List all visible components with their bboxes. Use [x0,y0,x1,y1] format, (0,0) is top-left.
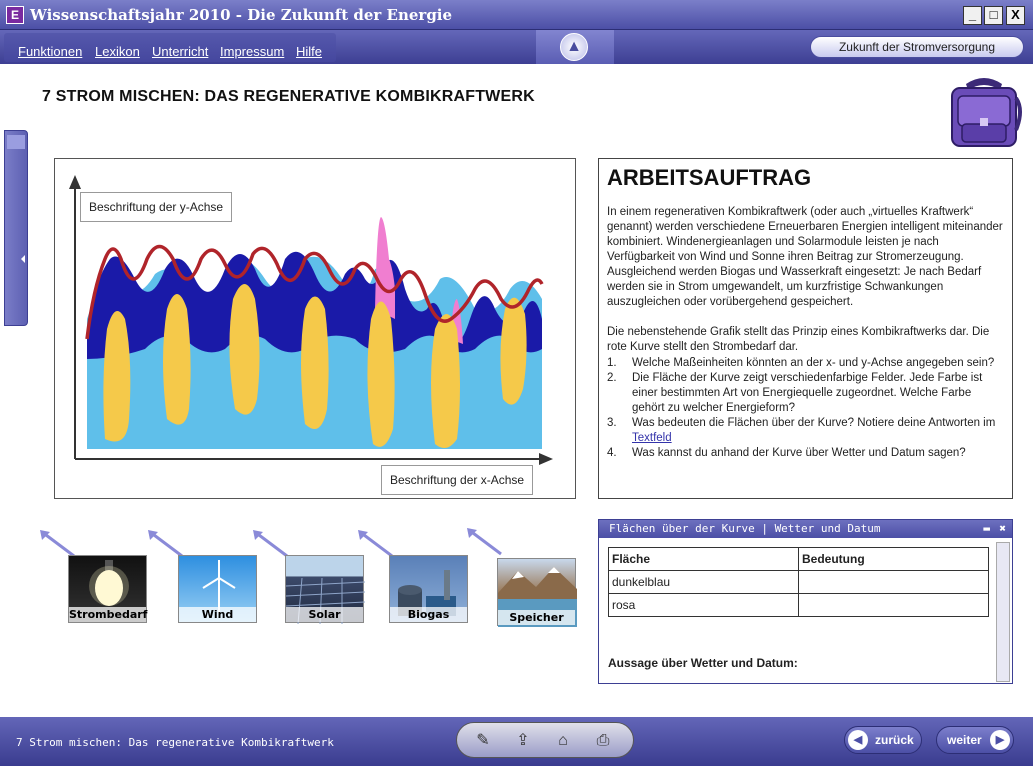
task-panel [598,158,1013,499]
thumb-label-speicher: Speicher [498,610,575,625]
menu-hilfe[interactable]: Hilfe [296,44,323,59]
back-button[interactable] [844,726,922,754]
cell-input-rosa[interactable] [799,594,989,617]
question-4: 4. Was kannst du anhand der Kurve über Wetter und Datum sagen? [607,447,966,459]
minimize-icon[interactable]: ▬ [983,522,990,535]
notes-scrollbar[interactable] [996,542,1010,682]
y-axis-arrow [69,175,81,189]
textfeld-link[interactable]: Textfeld [632,432,672,444]
yellow-blob-7 [500,298,526,405]
task-questions [607,356,1004,461]
menu-unterricht[interactable]: Unterricht [152,44,209,59]
window-title: Wissenschaftsjahr 2010 - Die Zukunft der Energie [30,6,453,24]
question-2: 2. Die Fläche der Kurve zeigt verschiedenfarbige Felder. Jede Farbe ist einer bestimmten Art von Energiequelle zugeordnet. Welche Farbe gehört zu welcher Energieform? [607,372,983,414]
yellow-blob-6 [431,314,460,448]
arrow-icon-solar[interactable] [251,528,291,558]
chevron-left-icon: ◀ [848,730,868,750]
forward-label: weiter [947,733,982,747]
minimize-button[interactable]: _ [963,6,982,25]
x-axis-label[interactable]: Beschriftung der x-Achse [381,465,533,495]
yellow-blob-5 [367,302,394,447]
up-button[interactable] [536,30,614,64]
thumb-strombedarf[interactable] [68,555,147,623]
back-label: zurück [875,733,914,747]
cell-input-dunkelblau[interactable] [799,571,989,594]
backpack-icon[interactable] [944,74,1024,150]
thumb-solar[interactable] [285,555,364,623]
table-row [609,571,989,594]
thumb-label-solar: Solar [286,607,363,622]
weather-date-label: Aussage über Wetter und Datum: [608,656,798,670]
arrow-up-icon: ▲ [560,33,588,61]
arrow-icon-speicher[interactable] [465,526,505,556]
chevron-left-icon [5,131,27,327]
y-axis-label[interactable]: Beschriftung der y-Achse [80,192,232,222]
arrow-icon-strombedarf[interactable] [38,528,78,558]
app-icon: E [6,6,24,24]
arrow-icon-wind[interactable] [146,528,186,558]
side-panel-toggle[interactable] [4,130,28,326]
toolbar-group [456,722,634,758]
page-title: 7 STROM MISCHEN: DAS REGENERATIVE KOMBIKRAFTWERK [42,88,535,105]
col-flaeche: Fläche [609,548,799,571]
notes-table [608,547,989,617]
notes-title: Flächen über der Kurve | Wetter und Datum [609,522,881,535]
status-page-title: 7 Strom mischen: Das regenerative Kombikraftwerk [16,736,334,749]
yellow-blob-3 [229,284,259,415]
task-heading: ARBEITSAUFTRAG [607,165,812,190]
title-bar [0,0,1033,30]
arrow-icon-biogas[interactable] [356,528,396,558]
thumb-label-biogas: Biogas [390,607,467,622]
thumb-wind[interactable] [178,555,257,623]
menu-funktionen[interactable]: Funktionen [18,44,83,59]
cell-dunkelblau: dunkelblau [609,571,799,594]
close-button[interactable]: X [1006,6,1025,25]
camera-home-icon[interactable]: ⌂ [558,732,568,749]
notes-panel [598,519,1013,684]
thumb-label-strombedarf: Strombedarf [69,608,148,621]
yellow-blob-4 [301,297,329,430]
upload-icon[interactable]: ⇪ [516,732,530,749]
thumb-speicher[interactable] [497,558,576,626]
yellow-blob-2 [163,294,191,425]
thumb-label-wind: Wind [179,607,256,622]
chevron-right-icon: ▶ [990,730,1010,750]
question-3: 3. Was bedeuten die Flächen über der Kurve? Notiere deine Antworten im Textfeld [607,417,996,444]
table-row [609,594,989,617]
camera-export-icon[interactable]: ⎙ [596,732,610,749]
close-icon[interactable]: ✖ [999,522,1006,535]
yellow-blob-1 [103,311,130,442]
col-bedeutung: Bedeutung [799,548,989,571]
task-chart-note: Die nebenstehende Grafik stellt das Prinzip eines Kombikraftwerks dar. Die rote Kurve stellt den Strombedarf dar. [607,326,990,353]
topic-button[interactable]: Zukunft der Stromversorgung [810,36,1024,58]
cell-rosa: rosa [609,594,799,617]
pen-icon[interactable]: ✎ [476,732,490,749]
x-axis-arrow [539,453,553,465]
notes-header [599,520,1012,538]
question-1: 1. Welche Maßeinheiten könnten an der x- und y-Achse angegeben sein? [607,357,995,369]
table-header-row [609,548,989,571]
maximize-button[interactable]: □ [984,6,1003,25]
task-intro: In einem regenerativen Kombikraftwerk (oder auch „virtuelles Kraftwerk“ genannt) werden verschiedene Erneuerbaren Energien intelligent miteinander kombiniert. Windenergieanlagen und Solarmodule leisten je nach Verfügbarkeit von Wind und Sonne ihren Beitrag zur Stromerzeugung. Ausgleichend werden Biogas und Wasserkraft eingesetzt: Je nach Bedarf werden sie in Strom umgewandelt, um kurzfristige Schwankungen auszugleichen oder vorübergehend gespeichert. [607,206,1003,308]
menu-impressum[interactable]: Impressum [220,44,285,59]
menu-lexikon[interactable]: Lexikon [95,44,140,59]
forward-button[interactable] [936,726,1014,754]
energy-mix-chart [54,158,576,499]
thumb-biogas[interactable] [389,555,468,623]
